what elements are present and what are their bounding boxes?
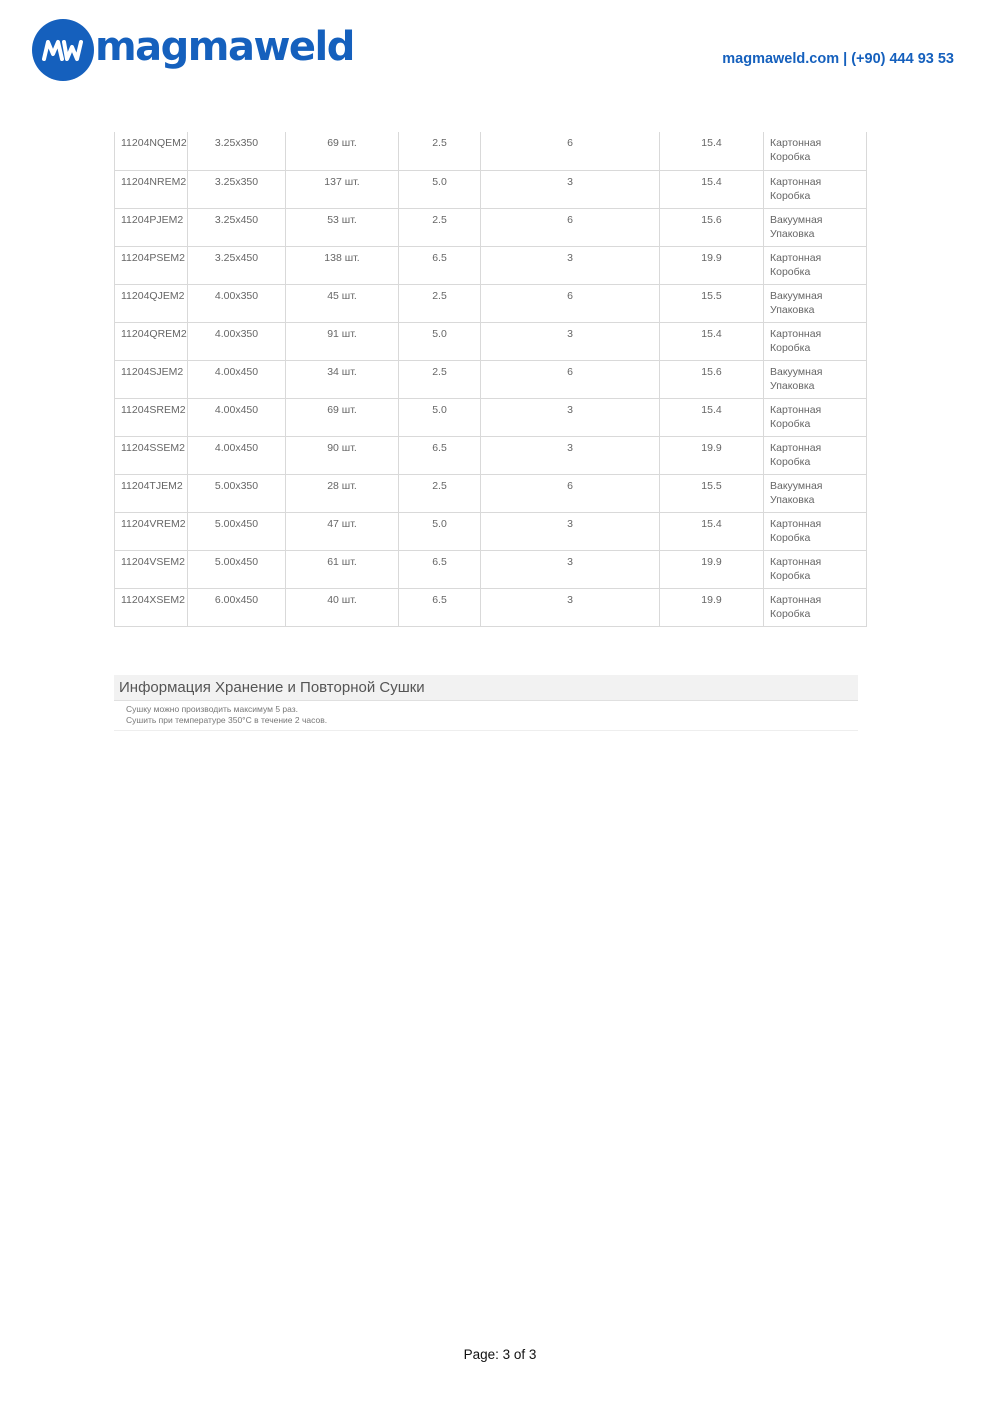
cell-package-weight: 2.5: [399, 208, 481, 246]
cell-size: 4.00x450: [188, 398, 286, 436]
cell-product-code: 11204QREM2: [115, 322, 188, 360]
cell-package-weight: 2.5: [399, 360, 481, 398]
cell-quantity: 69 шт.: [286, 398, 399, 436]
cell-packages-per-box: 3: [481, 436, 660, 474]
cell-size: 3.25x450: [188, 208, 286, 246]
cell-packages-per-box: 6: [481, 284, 660, 322]
storage-info-section: [114, 675, 858, 731]
contact-info: magmaweld.com | (+90) 444 93 53: [722, 51, 954, 67]
cell-package-weight: 5.0: [399, 512, 481, 550]
cell-packaging-type: Картонная Коробка: [764, 170, 867, 208]
cell-size: 4.00x450: [188, 360, 286, 398]
cell-product-code: 11204VREM2: [115, 512, 188, 550]
cell-packaging-type: Вакуумная Упаковка: [764, 360, 867, 398]
table-row: [115, 436, 867, 474]
table-row: [115, 322, 867, 360]
cell-box-weight: 19.9: [660, 588, 764, 626]
cell-product-code: 11204TJEM2: [115, 474, 188, 512]
cell-packages-per-box: 6: [481, 360, 660, 398]
cell-package-weight: 2.5: [399, 474, 481, 512]
table-row: [115, 246, 867, 284]
cell-packaging-type: Картонная Коробка: [764, 322, 867, 360]
storage-info-body: [114, 701, 858, 731]
cell-product-code: 11204VSEM2: [115, 550, 188, 588]
cell-size: 6.00x450: [188, 588, 286, 626]
cell-size: 4.00x350: [188, 284, 286, 322]
table-row: [115, 132, 867, 170]
cell-box-weight: 19.9: [660, 550, 764, 588]
cell-size: 5.00x450: [188, 512, 286, 550]
page-header: [0, 0, 1000, 110]
cell-size: 3.25x450: [188, 246, 286, 284]
cell-packaging-type: Картонная Коробка: [764, 398, 867, 436]
cell-quantity: 90 шт.: [286, 436, 399, 474]
cell-quantity: 45 шт.: [286, 284, 399, 322]
cell-box-weight: 15.4: [660, 512, 764, 550]
storage-info-title: Информация Хранение и Повторной Сушки: [114, 675, 858, 701]
storage-info-line: Сушить при температуре 350°C в течение 2 часов.: [126, 715, 328, 725]
cell-product-code: 11204NQEM2: [115, 132, 188, 170]
cell-packaging-type: Картонная Коробка: [764, 132, 867, 170]
cell-box-weight: 15.5: [660, 284, 764, 322]
cell-product-code: 11204QJEM2: [115, 284, 188, 322]
cell-product-code: 11204NREM2: [115, 170, 188, 208]
table-body: [115, 132, 867, 626]
cell-quantity: 47 шт.: [286, 512, 399, 550]
cell-box-weight: 15.4: [660, 322, 764, 360]
cell-packages-per-box: 3: [481, 398, 660, 436]
logo-mark-icon: [32, 19, 94, 81]
cell-package-weight: 6.5: [399, 588, 481, 626]
table-row: [115, 208, 867, 246]
cell-packaging-type: Картонная Коробка: [764, 588, 867, 626]
cell-package-weight: 6.5: [399, 246, 481, 284]
cell-package-weight: 5.0: [399, 322, 481, 360]
cell-quantity: 91 шт.: [286, 322, 399, 360]
storage-info-line: Сушку можно производить максимум 5 раз.: [126, 704, 299, 714]
cell-packages-per-box: 6: [481, 132, 660, 170]
cell-packages-per-box: 3: [481, 512, 660, 550]
cell-box-weight: 15.4: [660, 132, 764, 170]
cell-product-code: 11204SREM2: [115, 398, 188, 436]
table-row: [115, 512, 867, 550]
table-row: [115, 284, 867, 322]
table-row: [115, 550, 867, 588]
cell-package-weight: 5.0: [399, 170, 481, 208]
cell-size: 4.00x350: [188, 322, 286, 360]
cell-packaging-type: Картонная Коробка: [764, 436, 867, 474]
cell-size: 5.00x350: [188, 474, 286, 512]
cell-package-weight: 6.5: [399, 436, 481, 474]
brand-name: magmaweld: [95, 24, 354, 70]
cell-size: 5.00x450: [188, 550, 286, 588]
cell-quantity: 137 шт.: [286, 170, 399, 208]
cell-packages-per-box: 6: [481, 208, 660, 246]
table-row: [115, 170, 867, 208]
cell-packages-per-box: 3: [481, 588, 660, 626]
cell-quantity: 28 шт.: [286, 474, 399, 512]
cell-packaging-type: Вакуумная Упаковка: [764, 474, 867, 512]
table-row: [115, 398, 867, 436]
cell-box-weight: 15.4: [660, 170, 764, 208]
cell-packaging-type: Вакуумная Упаковка: [764, 284, 867, 322]
cell-quantity: 40 шт.: [286, 588, 399, 626]
cell-quantity: 138 шт.: [286, 246, 399, 284]
cell-package-weight: 6.5: [399, 550, 481, 588]
cell-quantity: 61 шт.: [286, 550, 399, 588]
cell-quantity: 53 шт.: [286, 208, 399, 246]
cell-box-weight: 15.4: [660, 398, 764, 436]
cell-product-code: 11204XSEM2: [115, 588, 188, 626]
cell-packages-per-box: 3: [481, 170, 660, 208]
cell-product-code: 11204SJEM2: [115, 360, 188, 398]
cell-packaging-type: Картонная Коробка: [764, 512, 867, 550]
cell-box-weight: 15.5: [660, 474, 764, 512]
cell-box-weight: 19.9: [660, 246, 764, 284]
cell-box-weight: 15.6: [660, 360, 764, 398]
cell-packaging-type: Картонная Коробка: [764, 550, 867, 588]
page-number: Page: 3 of 3: [463, 1347, 537, 1362]
cell-package-weight: 2.5: [399, 284, 481, 322]
table-row: [115, 588, 867, 626]
table-row: [115, 360, 867, 398]
cell-quantity: 69 шт.: [286, 132, 399, 170]
cell-package-weight: 2.5: [399, 132, 481, 170]
cell-packages-per-box: 3: [481, 246, 660, 284]
cell-packages-per-box: 3: [481, 322, 660, 360]
cell-quantity: 34 шт.: [286, 360, 399, 398]
cell-packages-per-box: 3: [481, 550, 660, 588]
cell-packaging-type: Вакуумная Упаковка: [764, 208, 867, 246]
cell-product-code: 11204PSEM2: [115, 246, 188, 284]
brand-logo: [32, 19, 354, 81]
cell-product-code: 11204SSEM2: [115, 436, 188, 474]
cell-product-code: 11204PJEM2: [115, 208, 188, 246]
cell-size: 3.25x350: [188, 132, 286, 170]
cell-package-weight: 5.0: [399, 398, 481, 436]
product-table: [114, 132, 866, 627]
cell-size: 3.25x350: [188, 170, 286, 208]
cell-packaging-type: Картонная Коробка: [764, 246, 867, 284]
cell-box-weight: 19.9: [660, 436, 764, 474]
cell-box-weight: 15.6: [660, 208, 764, 246]
cell-size: 4.00x450: [188, 436, 286, 474]
cell-packages-per-box: 6: [481, 474, 660, 512]
table-row: [115, 474, 867, 512]
